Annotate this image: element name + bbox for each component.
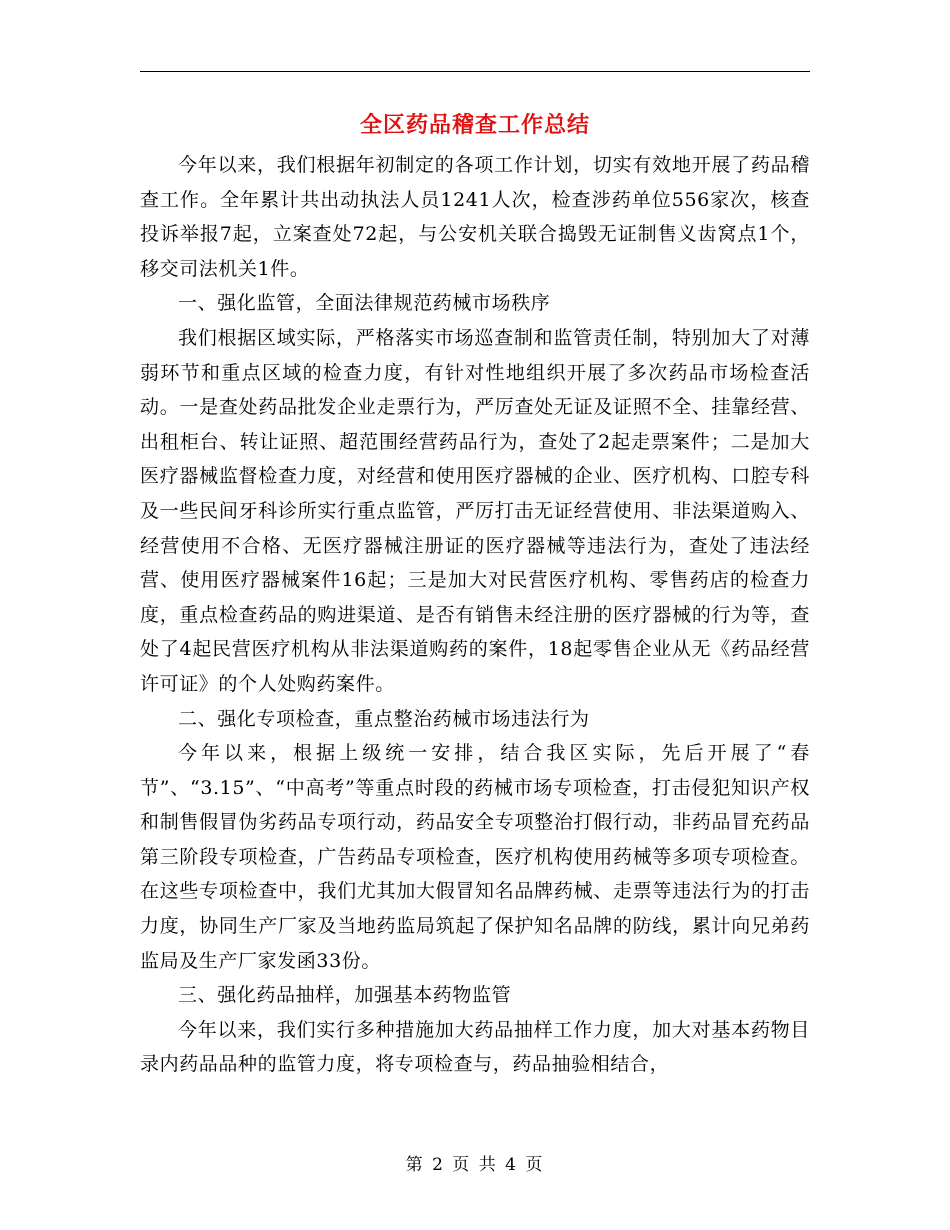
header-rule [140, 71, 810, 72]
document-body [140, 148, 810, 1082]
section-1-paragraph: 我们根据区域实际，严格落实市场巡查制和监管责任制，特别加大了对薄弱环节和重点区域的检查力度，有针对性地组织开展了多次药品市场检查活动。一是查处药品批发企业走票行为，严厉查处无证及证照不全、挂靠经营、出租柜台、转让证照、超范围经营药品行为，查处了2起走票案件；二是加大医疗器械监督检查力度，对经营和使用医疗器械的企业、医疗机构、口腔专科及一些民间牙科诊所实行重点监管，严厉打击无证经营使用、非法渠道购入、经营使用不合格、无医疗器械注册证的医疗器械等违法行为，查处了违法经营、使用医疗器械案件16起；三是加大对民营医疗机构、零售药店的检查力度，重点检查药品的购进渠道、是否有销售未经注册的医疗器械的行为等，查处了4起民营医疗机构从非法渠道购药的案件，18起零售企业从无《药品经营许可证》的个人处购药案件。 [140, 326, 810, 695]
page-number: 第 2 页 共 4 页 [405, 1155, 545, 1175]
section-2-paragraph: 今年以来，根据上级统一安排，结合我区实际，先后开展了“春节”、“3.15”、“中高考”等重点时段的药械市场专项检查，打击侵犯知识产权和制售假冒伪劣药品专项行动，药品安全专项整治打假行动，非药品冒充药品第三阶段专项检查，广告药品专项检查，医疗机构使用药械等多项专项检查。在这些专项检查中，我们尤其加大假冒知名品牌药械、走票等违法行为的打击力度，协同生产厂家及当地药监局筑起了保护知名品牌的防线，累计向兄弟药监局及生产厂家发函33份。 [140, 742, 810, 972]
intro-paragraph: 今年以来，我们根据年初制定的各项工作计划，切实有效地开展了药品稽查工作。全年累计共出动执法人员1241人次，检查涉药单位556家次，核查投诉举报7起，立案查处72起，与公安机关联合捣毁无证制售义齿窝点1个，移交司法机关1件。 [140, 154, 810, 280]
section-heading-2: 二、强化专项检查，重点整治药械市场违法行为 [178, 707, 590, 730]
section-3-paragraph: 今年以来，我们实行多种措施加大药品抽样工作力度，加大对基本药物目录内药品品种的监管力度，将专项检查与，药品抽验相结合， [140, 1018, 810, 1076]
section-heading-3: 三、强化药品抽样，加强基本药物监管 [178, 984, 512, 1007]
document-title: 全区药品稽查工作总结 [359, 112, 590, 138]
section-heading-1: 一、强化监管，全面法律规范药械市场秩序 [178, 292, 551, 315]
